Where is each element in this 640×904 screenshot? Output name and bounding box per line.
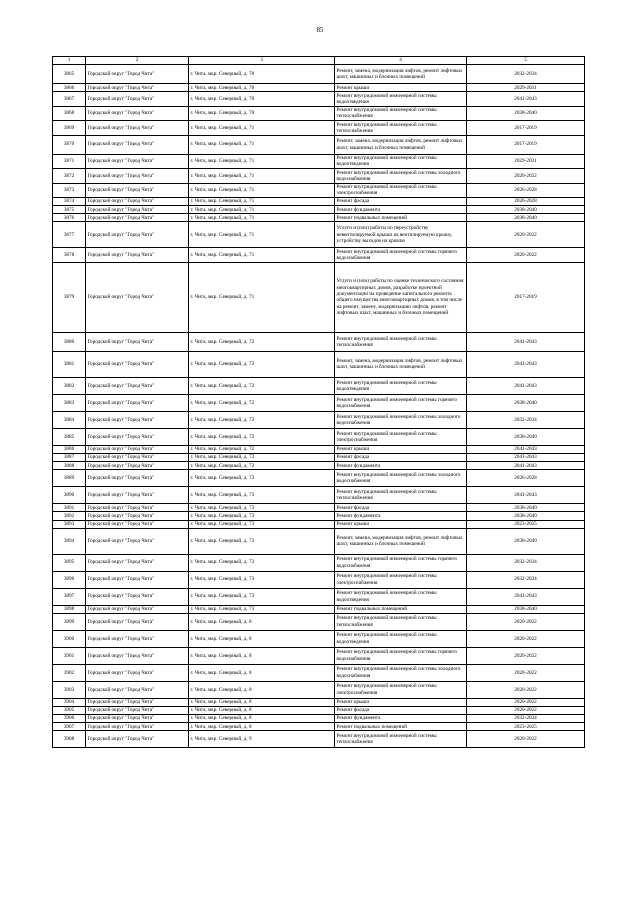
table-row <box>53 121 585 135</box>
table-row <box>53 487 585 504</box>
row-number: 3886 <box>53 445 86 453</box>
period-cell: 2020-2022 <box>467 647 585 664</box>
municipality-cell: Городской округ "Город Чита" <box>86 445 189 453</box>
municipality-cell: Городской округ "Город Чита" <box>86 154 189 168</box>
address-cell: г. Чита, мкр. Северный, д. 8 <box>189 723 335 731</box>
municipality-cell: Городской округ "Город Чита" <box>86 504 189 512</box>
work-type-cell: Ремонт фундамента <box>335 462 467 470</box>
table-row <box>53 731 585 748</box>
municipality-cell: Городской округ "Город Чита" <box>86 605 189 613</box>
table-header-row <box>53 57 585 65</box>
row-number: 3884 <box>53 411 86 428</box>
row-number: 3881 <box>53 351 86 377</box>
work-type-cell: Ремонт внутридомовой инженерной системы водоотведения <box>335 588 467 605</box>
municipality-cell: Городской округ "Город Чита" <box>86 206 189 214</box>
table-row <box>53 248 585 262</box>
period-cell: 2038-2040 <box>467 428 585 445</box>
address-cell: г. Чита, мкр. Северный, д. 8 <box>189 698 335 706</box>
row-number: 3904 <box>53 698 86 706</box>
period-cell: 2032-2034 <box>467 411 585 428</box>
address-cell: г. Чита, мкр. Северный, д. 72 <box>189 454 335 462</box>
row-number: 3894 <box>53 528 86 554</box>
table-row <box>53 706 585 714</box>
address-cell: г. Чита, мкр. Северный, д. 70 <box>189 92 335 106</box>
work-type-cell: Ремонт внутридомовой инженерной системы электроснабжения <box>335 183 467 197</box>
period-cell: 2020-2022 <box>467 630 585 647</box>
period-cell: 2026-2028 <box>467 198 585 206</box>
municipality-cell: Городской округ "Город Чита" <box>86 121 189 135</box>
work-type-cell: Ремонт внутридомовой инженерной системы электроснабжения <box>335 571 467 588</box>
period-cell: 2017-2019 <box>467 121 585 135</box>
table-row <box>53 647 585 664</box>
address-cell: г. Чита, мкр. Северный, д. 71 <box>189 214 335 222</box>
work-type-cell: Ремонт фасада <box>335 504 467 512</box>
row-number: 3874 <box>53 198 86 206</box>
table-row <box>53 462 585 470</box>
period-cell: 2041-2043 <box>467 454 585 462</box>
row-number: 3887 <box>53 454 86 462</box>
period-cell: 2017-2019 <box>467 135 585 154</box>
table-row <box>53 214 585 222</box>
address-cell: г. Чита, мкр. Северный, д. 71 <box>189 248 335 262</box>
address-cell: г. Чита, мкр. Северный, д. 73 <box>189 520 335 528</box>
municipality-cell: Городской округ "Город Чита" <box>86 65 189 84</box>
address-cell: г. Чита, мкр. Северный, д. 73 <box>189 470 335 487</box>
municipality-cell: Городской округ "Город Чита" <box>86 571 189 588</box>
period-cell: 2038-2040 <box>467 206 585 214</box>
municipality-cell: Городской округ "Город Чита" <box>86 377 189 394</box>
work-type-cell: Ремонт внутридомовой инженерной системы горячего водоснабжения <box>335 248 467 262</box>
municipality-cell: Городской округ "Город Чита" <box>86 262 189 332</box>
period-cell: 2020-2022 <box>467 664 585 681</box>
period-cell: 2032-2034 <box>467 65 585 84</box>
municipality-cell: Городской округ "Город Чита" <box>86 487 189 504</box>
address-cell: г. Чита, мкр. Северный, д. 70 <box>189 65 335 84</box>
row-number: 3901 <box>53 647 86 664</box>
address-cell: г. Чита, мкр. Северный, д. 71 <box>189 206 335 214</box>
row-number: 3889 <box>53 470 86 487</box>
period-cell: 2020-2022 <box>467 613 585 630</box>
table-row <box>53 411 585 428</box>
work-type-cell: Ремонт крыши <box>335 698 467 706</box>
period-cell: 2038-2040 <box>467 512 585 520</box>
work-type-cell: Ремонт внутридомовой инженерной системы холодного водоснабжения <box>335 664 467 681</box>
address-cell: г. Чита, мкр. Северный, д. 73 <box>189 504 335 512</box>
period-cell: 2041-2043 <box>467 445 585 453</box>
row-number: 3908 <box>53 731 86 748</box>
work-type-cell: Услуги и (или) работы по оценке технического состояния многоквартирных домов, разработке проектной документации на проведение капитального ремонта общего имущества многоквартирных домов, в том числе на ремонт, замену, модернизацию лифтов, ремонт лифтовых шахт, машинных и блочных помещений <box>335 262 467 332</box>
municipality-cell: Городской округ "Город Чита" <box>86 588 189 605</box>
table-row <box>53 92 585 106</box>
municipality-cell: Городской округ "Город Чита" <box>86 454 189 462</box>
table-row <box>53 65 585 84</box>
table-row <box>53 262 585 332</box>
municipality-cell: Городской округ "Город Чита" <box>86 630 189 647</box>
municipality-cell: Городской округ "Город Чита" <box>86 351 189 377</box>
period-cell: 2041-2043 <box>467 462 585 470</box>
header-col-4: 4 <box>335 57 467 65</box>
table-row <box>53 715 585 723</box>
table-row <box>53 571 585 588</box>
address-cell: г. Чита, мкр. Северный, д. 73 <box>189 571 335 588</box>
address-cell: г. Чита, мкр. Северный, д. 8 <box>189 715 335 723</box>
row-number: 3907 <box>53 723 86 731</box>
work-type-cell: Ремонт внутридомовой инженерной системы электроснабжения <box>335 428 467 445</box>
period-cell: 2029-2031 <box>467 154 585 168</box>
municipality-cell: Городской округ "Город Чита" <box>86 698 189 706</box>
row-number: 3895 <box>53 554 86 571</box>
work-type-cell: Ремонт внутридомовой инженерной системы водоотведения <box>335 92 467 106</box>
period-cell: 2026-2028 <box>467 470 585 487</box>
work-type-cell: Ремонт внутридомовой инженерной системы водоотведения <box>335 630 467 647</box>
address-cell: г. Чита, мкр. Северный, д. 8 <box>189 706 335 714</box>
row-number: 3888 <box>53 462 86 470</box>
row-number: 3899 <box>53 613 86 630</box>
header-col-3: 3 <box>189 57 335 65</box>
period-cell: 2038-2040 <box>467 504 585 512</box>
row-number: 3878 <box>53 248 86 262</box>
period-cell: 2038-2040 <box>467 106 585 120</box>
table-row <box>53 106 585 120</box>
table-row <box>53 332 585 351</box>
work-type-cell: Ремонт, замена, модернизация лифтов, ремонт лифтовых шахт, машинных и блочных помещений <box>335 65 467 84</box>
repair-schedule-table <box>52 56 585 748</box>
period-cell: 2023-2025 <box>467 520 585 528</box>
address-cell: г. Чита, мкр. Северный, д. 8 <box>189 630 335 647</box>
municipality-cell: Городской округ "Город Чита" <box>86 520 189 528</box>
row-number: 3893 <box>53 520 86 528</box>
municipality-cell: Городской округ "Город Чита" <box>86 332 189 351</box>
work-type-cell: Ремонт внутридомовой инженерной системы теплоснабжения <box>335 332 467 351</box>
period-cell: 2041-2043 <box>467 351 585 377</box>
address-cell: г. Чита, мкр. Северный, д. 70 <box>189 106 335 120</box>
table-row <box>53 664 585 681</box>
row-number: 3885 <box>53 428 86 445</box>
address-cell: г. Чита, мкр. Северный, д. 71 <box>189 169 335 183</box>
work-type-cell: Ремонт фундамента <box>335 715 467 723</box>
work-type-cell: Ремонт внутридомовой инженерной системы горячего водоснабжения <box>335 647 467 664</box>
municipality-cell: Городской округ "Город Чита" <box>86 470 189 487</box>
table-row <box>53 428 585 445</box>
address-cell: г. Чита, мкр. Северный, д. 8 <box>189 664 335 681</box>
period-cell: 2023-2025 <box>467 723 585 731</box>
work-type-cell: Ремонт подвальных помещений <box>335 214 467 222</box>
address-cell: г. Чита, мкр. Северный, д. 73 <box>189 528 335 554</box>
work-type-cell: Ремонт фасада <box>335 706 467 714</box>
address-cell: г. Чита, мкр. Северный, д. 71 <box>189 222 335 248</box>
municipality-cell: Городской округ "Город Чита" <box>86 169 189 183</box>
municipality-cell: Городской округ "Город Чита" <box>86 214 189 222</box>
row-number: 3906 <box>53 715 86 723</box>
municipality-cell: Городской округ "Город Чита" <box>86 706 189 714</box>
period-cell: 2020-2022 <box>467 698 585 706</box>
row-number: 3872 <box>53 169 86 183</box>
address-cell: г. Чита, мкр. Северный, д. 72 <box>189 394 335 411</box>
table-row <box>53 605 585 613</box>
municipality-cell: Городской округ "Город Чита" <box>86 222 189 248</box>
row-number: 3873 <box>53 183 86 197</box>
period-cell: 2020-2022 <box>467 681 585 698</box>
work-type-cell: Ремонт, замена, модернизация лифтов, ремонт лифтовых шахт, машинных и блочных помещений <box>335 351 467 377</box>
work-type-cell: Ремонт крыши <box>335 84 467 92</box>
period-cell: 2020-2022 <box>467 706 585 714</box>
work-type-cell: Ремонт фундамента <box>335 512 467 520</box>
work-type-cell: Услуги и (или) работы по переустройству невентилируемой крыши на вентилируемую крышу, устройству выходов на кровлю <box>335 222 467 248</box>
municipality-cell: Городской округ "Город Чита" <box>86 106 189 120</box>
municipality-cell: Городской округ "Город Чита" <box>86 512 189 520</box>
work-type-cell: Ремонт фасада <box>335 198 467 206</box>
work-type-cell: Ремонт, замена, модернизация лифтов, ремонт лифтовых шахт, машинных и блочных помещений <box>335 528 467 554</box>
table-row <box>53 723 585 731</box>
period-cell: 2029-2031 <box>467 84 585 92</box>
table-row <box>53 445 585 453</box>
period-cell: 2038-2040 <box>467 394 585 411</box>
table-row <box>53 681 585 698</box>
work-type-cell: Ремонт внутридомовой инженерной системы холодного водоснабжения <box>335 169 467 183</box>
municipality-cell: Городской округ "Город Чита" <box>86 394 189 411</box>
address-cell: г. Чита, мкр. Северный, д. 71 <box>189 121 335 135</box>
work-type-cell: Ремонт внутридомовой инженерной системы горячего водоснабжения <box>335 554 467 571</box>
address-cell: г. Чита, мкр. Северный, д. 71 <box>189 135 335 154</box>
table-row <box>53 84 585 92</box>
table-row <box>53 169 585 183</box>
row-number: 3902 <box>53 664 86 681</box>
table-row <box>53 394 585 411</box>
municipality-cell: Городской округ "Город Чита" <box>86 84 189 92</box>
row-number: 3898 <box>53 605 86 613</box>
period-cell: 2041-2043 <box>467 377 585 394</box>
period-cell: 2038-2040 <box>467 605 585 613</box>
period-cell: 2041-2043 <box>467 588 585 605</box>
header-col-1: 1 <box>53 57 86 65</box>
address-cell: г. Чита, мкр. Северный, д. 71 <box>189 198 335 206</box>
table-row <box>53 504 585 512</box>
table-row <box>53 698 585 706</box>
work-type-cell: Ремонт крыши <box>335 445 467 453</box>
address-cell: г. Чита, мкр. Северный, д. 73 <box>189 512 335 520</box>
work-type-cell: Ремонт внутридомовой инженерной системы водоотведения <box>335 377 467 394</box>
table-body <box>53 65 585 748</box>
municipality-cell: Городской округ "Город Чита" <box>86 715 189 723</box>
row-number: 3876 <box>53 214 86 222</box>
row-number: 3867 <box>53 92 86 106</box>
row-number: 3900 <box>53 630 86 647</box>
period-cell: 2020-2022 <box>467 248 585 262</box>
period-cell: 2020-2022 <box>467 222 585 248</box>
period-cell: 2020-2022 <box>467 169 585 183</box>
period-cell: 2041-2043 <box>467 487 585 504</box>
period-cell: 2038-2040 <box>467 528 585 554</box>
municipality-cell: Городской округ "Город Чита" <box>86 681 189 698</box>
period-cell: 2020-2022 <box>467 731 585 748</box>
address-cell: г. Чита, мкр. Северный, д. 73 <box>189 487 335 504</box>
table-row <box>53 528 585 554</box>
municipality-cell: Городской округ "Город Чита" <box>86 462 189 470</box>
address-cell: г. Чита, мкр. Северный, д. 9 <box>189 731 335 748</box>
address-cell: г. Чита, мкр. Северный, д. 8 <box>189 613 335 630</box>
work-type-cell: Ремонт внутридомовой инженерной системы холодного водоснабжения <box>335 411 467 428</box>
table-row <box>53 135 585 154</box>
row-number: 3870 <box>53 135 86 154</box>
work-type-cell: Ремонт подвальных помещений <box>335 723 467 731</box>
address-cell: г. Чита, мкр. Северный, д. 71 <box>189 183 335 197</box>
row-number: 3896 <box>53 571 86 588</box>
municipality-cell: Городской округ "Город Чита" <box>86 198 189 206</box>
row-number: 3865 <box>53 65 86 84</box>
row-number: 3871 <box>53 154 86 168</box>
address-cell: г. Чита, мкр. Северный, д. 73 <box>189 554 335 571</box>
row-number: 3890 <box>53 487 86 504</box>
row-number: 3879 <box>53 262 86 332</box>
work-type-cell: Ремонт внутридомовой инженерной системы теплоснабжения <box>335 731 467 748</box>
work-type-cell: Ремонт фундамента <box>335 206 467 214</box>
table-row <box>53 377 585 394</box>
row-number: 3869 <box>53 121 86 135</box>
work-type-cell: Ремонт фасада <box>335 454 467 462</box>
address-cell: г. Чита, мкр. Северный, д. 72 <box>189 411 335 428</box>
table-row <box>53 554 585 571</box>
municipality-cell: Городской округ "Город Чита" <box>86 647 189 664</box>
table-row <box>53 630 585 647</box>
period-cell: 2032-2034 <box>467 554 585 571</box>
municipality-cell: Городской округ "Город Чита" <box>86 411 189 428</box>
address-cell: г. Чита, мкр. Северный, д. 72 <box>189 445 335 453</box>
table-row <box>53 154 585 168</box>
period-cell: 2032-2034 <box>467 571 585 588</box>
period-cell: 2041-2043 <box>467 92 585 106</box>
address-cell: г. Чита, мкр. Северный, д. 72 <box>189 462 335 470</box>
work-type-cell: Ремонт внутридомовой инженерной системы теплоснабжения <box>335 487 467 504</box>
row-number: 3903 <box>53 681 86 698</box>
table-row <box>53 470 585 487</box>
municipality-cell: Городской округ "Город Чита" <box>86 92 189 106</box>
municipality-cell: Городской округ "Город Чита" <box>86 664 189 681</box>
table-row <box>53 613 585 630</box>
work-type-cell: Ремонт подвальных помещений <box>335 605 467 613</box>
period-cell: 2032-2034 <box>467 715 585 723</box>
work-type-cell: Ремонт крыши <box>335 520 467 528</box>
table-row <box>53 512 585 520</box>
table-row <box>53 351 585 377</box>
address-cell: г. Чита, мкр. Северный, д. 73 <box>189 588 335 605</box>
row-number: 3868 <box>53 106 86 120</box>
table-row <box>53 183 585 197</box>
work-type-cell: Ремонт внутридомовой инженерной системы электроснабжения <box>335 681 467 698</box>
address-cell: г. Чита, мкр. Северный, д. 72 <box>189 377 335 394</box>
row-number: 3875 <box>53 206 86 214</box>
header-col-5: 5 <box>467 57 585 65</box>
address-cell: г. Чита, мкр. Северный, д. 72 <box>189 351 335 377</box>
period-cell: 2038-2040 <box>467 214 585 222</box>
work-type-cell: Ремонт внутридомовой инженерной системы теплоснабжения <box>335 613 467 630</box>
municipality-cell: Городской округ "Город Чита" <box>86 248 189 262</box>
municipality-cell: Городской округ "Город Чита" <box>86 554 189 571</box>
page-number: 85 <box>316 26 324 34</box>
row-number: 3880 <box>53 332 86 351</box>
row-number: 3891 <box>53 504 86 512</box>
municipality-cell: Городской округ "Город Чита" <box>86 723 189 731</box>
address-cell: г. Чита, мкр. Северный, д. 72 <box>189 332 335 351</box>
municipality-cell: Городской округ "Город Чита" <box>86 613 189 630</box>
work-type-cell: Ремонт внутридомовой инженерной системы теплоснабжения <box>335 106 467 120</box>
table-row <box>53 222 585 248</box>
work-type-cell: Ремонт внутридомовой инженерной системы теплоснабжения <box>335 121 467 135</box>
row-number: 3883 <box>53 394 86 411</box>
period-cell: 2041-2043 <box>467 332 585 351</box>
header-col-2: 2 <box>86 57 189 65</box>
address-cell: г. Чита, мкр. Северный, д. 70 <box>189 84 335 92</box>
row-number: 3882 <box>53 377 86 394</box>
address-cell: г. Чита, мкр. Северный, д. 8 <box>189 647 335 664</box>
table-row <box>53 520 585 528</box>
row-number: 3905 <box>53 706 86 714</box>
work-type-cell: Ремонт внутридомовой инженерной системы водоотведения <box>335 154 467 168</box>
work-type-cell: Ремонт, замена, модернизация лифтов, ремонт лифтовых шахт, машинных и блочных помещений <box>335 135 467 154</box>
row-number: 3897 <box>53 588 86 605</box>
row-number: 3892 <box>53 512 86 520</box>
row-number: 3866 <box>53 84 86 92</box>
period-cell: 2017-2019 <box>467 262 585 332</box>
address-cell: г. Чита, мкр. Северный, д. 72 <box>189 428 335 445</box>
table-row <box>53 454 585 462</box>
address-cell: г. Чита, мкр. Северный, д. 73 <box>189 605 335 613</box>
municipality-cell: Городской округ "Город Чита" <box>86 135 189 154</box>
municipality-cell: Городской округ "Город Чита" <box>86 428 189 445</box>
municipality-cell: Городской округ "Город Чита" <box>86 528 189 554</box>
municipality-cell: Городской округ "Город Чита" <box>86 731 189 748</box>
table-row <box>53 588 585 605</box>
table-row <box>53 206 585 214</box>
work-type-cell: Ремонт внутридомовой инженерной системы горячего водоснабжения <box>335 394 467 411</box>
row-number: 3877 <box>53 222 86 248</box>
period-cell: 2026-2028 <box>467 183 585 197</box>
address-cell: г. Чита, мкр. Северный, д. 71 <box>189 262 335 332</box>
work-type-cell: Ремонт внутридомовой инженерной системы холодного водоснабжения <box>335 470 467 487</box>
municipality-cell: Городской округ "Город Чита" <box>86 183 189 197</box>
address-cell: г. Чита, мкр. Северный, д. 71 <box>189 154 335 168</box>
table-row <box>53 198 585 206</box>
address-cell: г. Чита, мкр. Северный, д. 8 <box>189 681 335 698</box>
